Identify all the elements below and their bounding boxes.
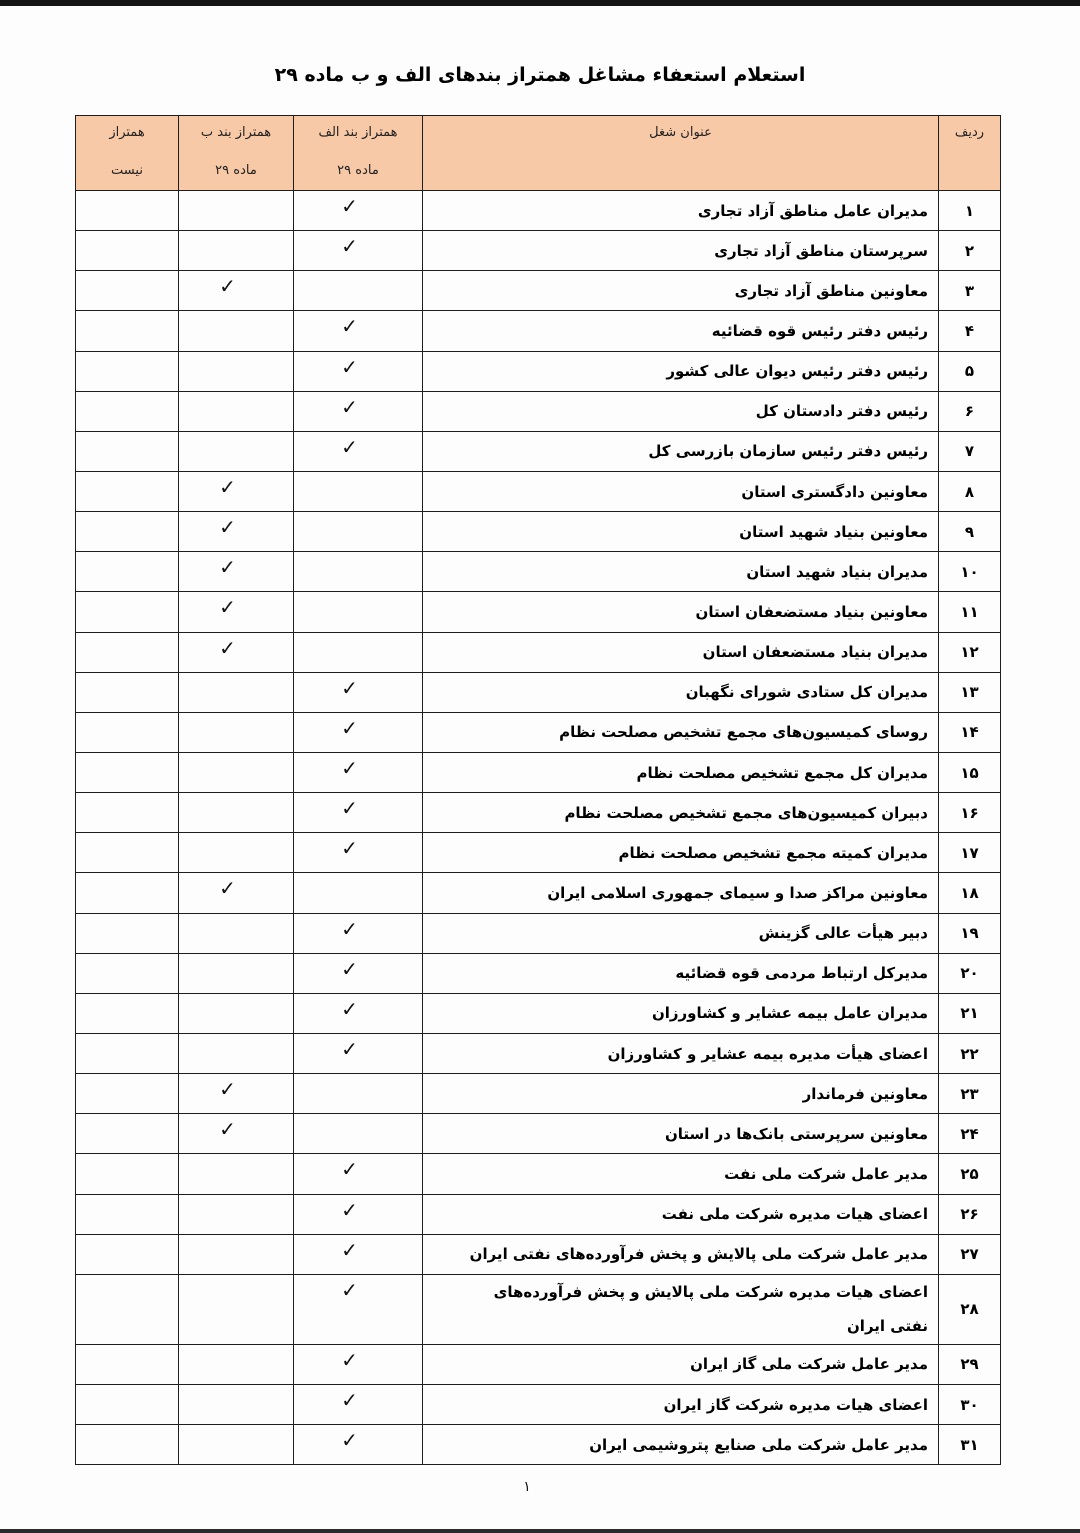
clause-b-cell (179, 191, 294, 231)
row-number-cell: ۵ (939, 351, 1001, 391)
check-mark-icon: ✓ (219, 555, 236, 580)
not-equivalent-cell (76, 1194, 179, 1234)
job-title-cell: مدیران عامل بیمه عشایر و کشاورزان (423, 993, 939, 1033)
job-title-cell: معاونین فرماندار (423, 1074, 939, 1114)
clause-a-cell (294, 231, 423, 271)
clause-a-cell (294, 672, 423, 712)
job-title-cell: مدیران بنیاد مستضعفان استان (423, 632, 939, 672)
clause-b-cell (179, 1274, 294, 1344)
clause-a-cell (294, 471, 423, 511)
clause-b-cell (179, 271, 294, 311)
clause-b-cell (179, 351, 294, 391)
not-equivalent-cell (76, 1154, 179, 1194)
check-mark-icon: ✓ (341, 796, 358, 821)
not-equivalent-cell (76, 993, 179, 1033)
header-not-equivalent-line2: نیست (111, 163, 143, 178)
check-mark-icon: ✓ (341, 675, 358, 700)
job-title-cell: مدیران بنیاد شهید استان (423, 552, 939, 592)
not-equivalent-cell (76, 471, 179, 511)
row-number-cell: ۱۲ (939, 632, 1001, 672)
clause-a-cell (294, 1274, 423, 1344)
not-equivalent-cell (76, 1384, 179, 1424)
table-row (76, 231, 1001, 271)
clause-b-cell (179, 632, 294, 672)
header-row-number-label: ردیف (954, 125, 985, 140)
job-title-cell: روسای کمیسیون‌های مجمع تشخیص مصلحت نظام (423, 712, 939, 752)
header-clause-a-line2: ماده ۲۹ (337, 163, 379, 178)
table-row (76, 1234, 1001, 1274)
clause-a-cell (294, 993, 423, 1033)
check-mark-icon: ✓ (219, 474, 236, 499)
not-equivalent-cell (76, 1074, 179, 1114)
not-equivalent-cell (76, 712, 179, 752)
clause-b-cell (179, 1114, 294, 1154)
clause-a-cell (294, 191, 423, 231)
check-mark-icon: ✓ (219, 876, 236, 901)
job-title-cell: اعضای هیأت مدیره بیمه عشایر و کشاورزان (423, 1033, 939, 1073)
job-title-cell: مدیران کمیته مجمع تشخیص مصلحت نظام (423, 833, 939, 873)
check-mark-icon: ✓ (219, 635, 236, 660)
clause-b-cell (179, 1033, 294, 1073)
check-mark-icon: ✓ (341, 1347, 358, 1372)
clause-b-cell (179, 311, 294, 351)
table-row (76, 1425, 1001, 1465)
clause-a-cell (294, 1033, 423, 1073)
row-number-cell: ۲۷ (939, 1234, 1001, 1274)
not-equivalent-cell (76, 431, 179, 471)
clause-a-cell (294, 431, 423, 471)
row-number-cell: ۳ (939, 271, 1001, 311)
job-title-cell: دبیران کمیسیون‌های مجمع تشخیص مصلحت نظام (423, 793, 939, 833)
check-mark-icon: ✓ (219, 1077, 236, 1102)
clause-b-cell (179, 873, 294, 913)
clause-b-cell (179, 913, 294, 953)
table-row (76, 1194, 1001, 1234)
header-job-title-label: عنوان شغل (649, 125, 712, 140)
header-clause-b (179, 116, 294, 191)
not-equivalent-cell (76, 552, 179, 592)
job-title-cell: مدیر عامل شرکت ملی گاز ایران (423, 1344, 939, 1384)
clause-a-cell (294, 271, 423, 311)
clause-a-cell (294, 1074, 423, 1114)
row-number-cell: ۸ (939, 471, 1001, 511)
clause-b-cell (179, 231, 294, 271)
job-title-cell: مدیران کل ستادی شورای نگهبان (423, 672, 939, 712)
table-row (76, 191, 1001, 231)
clause-a-cell (294, 1234, 423, 1274)
check-mark-icon: ✓ (219, 274, 236, 299)
table-row (76, 391, 1001, 431)
page-number: ۱ (523, 1479, 531, 1495)
table-row (76, 913, 1001, 953)
not-equivalent-cell (76, 632, 179, 672)
check-mark-icon: ✓ (341, 434, 358, 459)
job-title-cell: دبیر هیأت عالی گزینش (423, 913, 939, 953)
check-mark-icon: ✓ (341, 394, 358, 419)
not-equivalent-cell (76, 191, 179, 231)
page-title: استعلام استعفاء مشاغل همتراز بندهای الف و ب ماده ۲۹ (274, 64, 806, 86)
not-equivalent-cell (76, 1234, 179, 1274)
clause-a-cell (294, 632, 423, 672)
job-title-cell: مدیرکل ارتباط مردمی قوه قضائیه (423, 953, 939, 993)
header-clause-a-line1: همتراز بند الف (318, 125, 398, 140)
table-row (76, 1344, 1001, 1384)
not-equivalent-cell (76, 913, 179, 953)
check-mark-icon: ✓ (341, 1237, 358, 1262)
check-mark-icon: ✓ (219, 515, 236, 540)
table-row (76, 1114, 1001, 1154)
check-mark-icon: ✓ (341, 1387, 358, 1412)
table-row (76, 1154, 1001, 1194)
job-title-cell: مدیران کل مجمع تشخیص مصلحت نظام (423, 752, 939, 792)
table-row (76, 953, 1001, 993)
clause-b-cell (179, 471, 294, 511)
clause-a-cell (294, 1194, 423, 1234)
check-mark-icon: ✓ (341, 996, 358, 1021)
job-title-cell: رئیس دفتر رئیس دیوان عالی کشور (423, 351, 939, 391)
not-equivalent-cell (76, 512, 179, 552)
row-number-cell: ۲۸ (939, 1274, 1001, 1344)
job-title-cell: معاونین مراکز صدا و سیمای جمهوری اسلامی ایران (423, 873, 939, 913)
header-clause-b-line2: ماده ۲۹ (215, 163, 257, 178)
clause-b-cell (179, 391, 294, 431)
clause-a-cell (294, 391, 423, 431)
check-mark-icon: ✓ (341, 715, 358, 740)
clause-b-cell (179, 672, 294, 712)
row-number-cell: ۱۱ (939, 592, 1001, 632)
not-equivalent-cell (76, 833, 179, 873)
clause-a-cell (294, 793, 423, 833)
check-mark-icon: ✓ (341, 1277, 358, 1302)
row-number-cell: ۱ (939, 191, 1001, 231)
header-not-equivalent-line1: همتراز (109, 125, 145, 140)
table-row (76, 873, 1001, 913)
not-equivalent-cell (76, 231, 179, 271)
not-equivalent-cell (76, 793, 179, 833)
clause-b-cell (179, 1074, 294, 1114)
row-number-cell: ۱۰ (939, 552, 1001, 592)
row-number-cell: ۱۶ (939, 793, 1001, 833)
header-row (76, 116, 1001, 191)
check-mark-icon: ✓ (341, 956, 358, 981)
job-title-cell: اعضای هیات مدیره شرکت گاز ایران (423, 1384, 939, 1424)
clause-b-cell (179, 1384, 294, 1424)
not-equivalent-cell (76, 1033, 179, 1073)
clause-b-cell (179, 512, 294, 552)
job-title-cell: معاونین دادگستری استان (423, 471, 939, 511)
check-mark-icon: ✓ (341, 194, 358, 218)
row-number-cell: ۲ (939, 231, 1001, 271)
table-row (76, 552, 1001, 592)
clause-a-cell (294, 1384, 423, 1424)
clause-b-cell (179, 712, 294, 752)
clause-a-cell (294, 351, 423, 391)
job-title-cell: اعضای هیات مدیره شرکت ملی نفت (423, 1194, 939, 1234)
not-equivalent-cell (76, 311, 179, 351)
check-mark-icon: ✓ (341, 916, 358, 941)
row-number-cell: ۲۱ (939, 993, 1001, 1033)
clause-a-cell (294, 752, 423, 792)
job-title-cell: مدیر عامل شرکت ملی صنایع پتروشیمی ایران (423, 1425, 939, 1465)
clause-b-cell (179, 552, 294, 592)
clause-a-cell (294, 1114, 423, 1154)
check-mark-icon: ✓ (341, 1157, 358, 1182)
not-equivalent-cell (76, 672, 179, 712)
row-number-cell: ۴ (939, 311, 1001, 351)
table-row (76, 672, 1001, 712)
clause-a-cell (294, 913, 423, 953)
clause-b-cell (179, 592, 294, 632)
header-clause-b-line1: همتراز بند ب (200, 125, 272, 140)
clause-b-cell (179, 1154, 294, 1194)
table-row (76, 311, 1001, 351)
clause-b-cell (179, 833, 294, 873)
table-body (76, 191, 1001, 1465)
not-equivalent-cell (76, 1114, 179, 1154)
not-equivalent-cell (76, 953, 179, 993)
header-not-equivalent (76, 116, 179, 191)
job-title-cell: رئیس دفتر رئیس قوه قضائیه (423, 311, 939, 351)
clause-a-cell (294, 512, 423, 552)
check-mark-icon: ✓ (341, 1428, 358, 1453)
table-row (76, 752, 1001, 792)
header-row-number (939, 116, 1001, 191)
table-row (76, 712, 1001, 752)
not-equivalent-cell (76, 873, 179, 913)
row-number-cell: ۱۳ (939, 672, 1001, 712)
row-number-cell: ۱۷ (939, 833, 1001, 873)
clause-a-cell (294, 311, 423, 351)
job-title-cell: معاونین سرپرستی بانک‌ها در استان (423, 1114, 939, 1154)
row-number-cell: ۲۳ (939, 1074, 1001, 1114)
job-title-cell: معاونین بنیاد شهید استان (423, 512, 939, 552)
job-title-cell: معاونین مناطق آزاد تجاری (423, 271, 939, 311)
clause-b-cell (179, 752, 294, 792)
clause-b-cell (179, 793, 294, 833)
check-mark-icon: ✓ (219, 595, 236, 620)
scan-top-edge (0, 0, 1080, 6)
not-equivalent-cell (76, 391, 179, 431)
table-row (76, 512, 1001, 552)
table-row (76, 431, 1001, 471)
check-mark-icon: ✓ (341, 314, 358, 339)
job-title-cell: معاونین بنیاد مستضعفان استان (423, 592, 939, 632)
clause-b-cell (179, 1234, 294, 1274)
table-row (76, 793, 1001, 833)
row-number-cell: ۲۰ (939, 953, 1001, 993)
row-number-cell: ۳۱ (939, 1425, 1001, 1465)
row-number-cell: ۶ (939, 391, 1001, 431)
clause-a-cell (294, 873, 423, 913)
table-row (76, 993, 1001, 1033)
row-number-cell: ۷ (939, 431, 1001, 471)
row-number-cell: ۱۴ (939, 712, 1001, 752)
row-number-cell: ۱۵ (939, 752, 1001, 792)
clause-b-cell (179, 953, 294, 993)
job-title-cell: رئیس دفتر رئیس سازمان بازرسی کل (423, 431, 939, 471)
not-equivalent-cell (76, 351, 179, 391)
row-number-cell: ۲۹ (939, 1344, 1001, 1384)
clause-a-cell (294, 552, 423, 592)
check-mark-icon: ✓ (341, 1036, 358, 1061)
row-number-cell: ۲۵ (939, 1154, 1001, 1194)
not-equivalent-cell (76, 752, 179, 792)
header-clause-a (294, 116, 423, 191)
clause-b-cell (179, 431, 294, 471)
row-number-cell: ۳۰ (939, 1384, 1001, 1424)
header-job-title (423, 116, 939, 191)
row-number-cell: ۱۸ (939, 873, 1001, 913)
check-mark-icon: ✓ (341, 234, 358, 259)
clause-a-cell (294, 1425, 423, 1465)
not-equivalent-cell (76, 1344, 179, 1384)
row-number-cell: ۲۲ (939, 1033, 1001, 1073)
table-header (76, 116, 1001, 191)
check-mark-icon: ✓ (219, 1117, 236, 1142)
job-equivalence-table (75, 115, 1001, 1465)
clause-a-cell (294, 953, 423, 993)
table-row (76, 1033, 1001, 1073)
clause-a-cell (294, 1344, 423, 1384)
table-row (76, 471, 1001, 511)
clause-b-cell (179, 1425, 294, 1465)
table-row (76, 833, 1001, 873)
clause-b-cell (179, 1344, 294, 1384)
clause-a-cell (294, 712, 423, 752)
row-number-cell: ۲۶ (939, 1194, 1001, 1234)
table-row (76, 592, 1001, 632)
not-equivalent-cell (76, 1425, 179, 1465)
clause-a-cell (294, 1154, 423, 1194)
row-number-cell: ۲۴ (939, 1114, 1001, 1154)
clause-a-cell (294, 833, 423, 873)
not-equivalent-cell (76, 271, 179, 311)
table-row (76, 1274, 1001, 1344)
check-mark-icon: ✓ (341, 836, 358, 861)
job-title-cell: اعضای هیات مدیره شرکت ملی پالایش و پخش فرآورده‌های نفتی ایران (423, 1274, 939, 1344)
table-row (76, 1074, 1001, 1114)
job-title-cell: رئیس دفتر دادستان کل (423, 391, 939, 431)
check-mark-icon: ✓ (341, 1197, 358, 1222)
scan-bottom-edge (0, 1529, 1080, 1533)
clause-b-cell (179, 1194, 294, 1234)
table-row (76, 351, 1001, 391)
table-row (76, 1384, 1001, 1424)
clause-a-cell (294, 592, 423, 632)
row-number-cell: ۱۹ (939, 913, 1001, 953)
clause-b-cell (179, 993, 294, 1033)
table-row (76, 632, 1001, 672)
job-title-cell: مدیر عامل شرکت ملی پالایش و پخش فرآورده‌های نفتی ایران (423, 1234, 939, 1274)
job-title-cell: سرپرستان مناطق آزاد تجاری (423, 231, 939, 271)
table-row (76, 271, 1001, 311)
not-equivalent-cell (76, 592, 179, 632)
job-title-cell: مدیران عامل مناطق آزاد تجاری (423, 191, 939, 231)
job-title-cell: مدیر عامل شرکت ملی نفت (423, 1154, 939, 1194)
check-mark-icon: ✓ (341, 755, 358, 780)
not-equivalent-cell (76, 1274, 179, 1344)
row-number-cell: ۹ (939, 512, 1001, 552)
check-mark-icon: ✓ (341, 354, 358, 379)
